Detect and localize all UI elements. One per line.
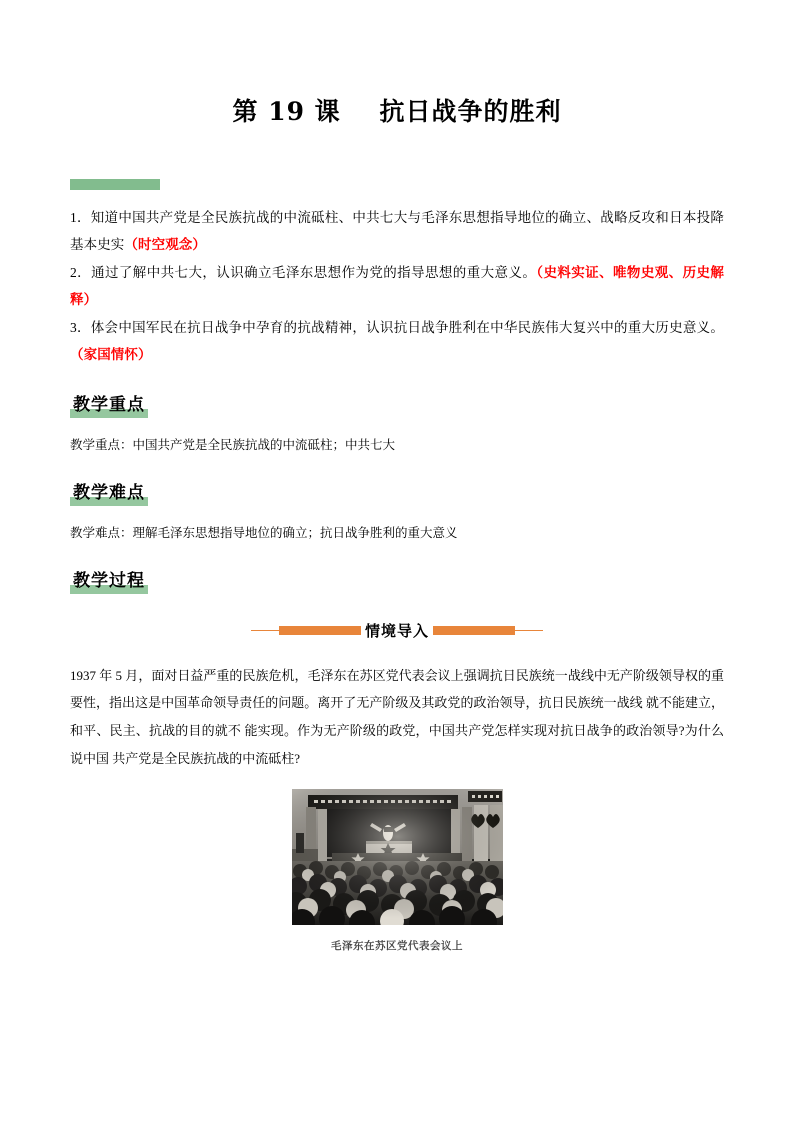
section-heading-label: 教学重点	[73, 395, 145, 416]
objective-item-3	[70, 314, 724, 368]
objective-item-1	[70, 204, 724, 258]
section-body-teaching-difficulty: 教学难点：理解毛泽东思想指导地位的确立；抗日战争胜利的重大意义	[70, 525, 458, 540]
banner-block-right	[433, 626, 515, 635]
blank-green-heading-bar	[70, 179, 160, 190]
learning-objectives-list	[70, 204, 724, 368]
objective-3-tag: （家国情怀）	[70, 347, 152, 363]
section-heading-teaching-process	[70, 571, 148, 593]
banner-thin-rule-left	[251, 630, 279, 632]
section-heading-label: 教学难点	[73, 483, 145, 504]
section-body-teaching-focus: 教学重点：中国共产党是全民族抗战的中流砥柱；中共七大	[70, 437, 396, 452]
banner-thin-rule-right	[515, 630, 543, 632]
banner-block-left	[279, 626, 361, 635]
situation-intro-banner	[70, 620, 724, 642]
page-title: 第 19 课 抗日战争的胜利	[232, 97, 562, 126]
objective-3-text: 3．体会中国军民在抗日战争中孕育的抗战精神，认识抗日战争胜利在中华民族伟大复兴中的重大历史意义。	[70, 320, 724, 336]
section-teaching-process	[70, 545, 724, 953]
section-teaching-focus	[70, 369, 724, 457]
photo-illustration	[292, 789, 503, 925]
objective-item-2	[70, 259, 724, 313]
objective-1-tag: （时空观念）	[124, 237, 207, 253]
objective-2-tag: （史料实证、唯物史观、历史解释）	[70, 265, 724, 308]
section-heading-teaching-difficulty	[70, 483, 148, 505]
banner-label: 情境导入	[364, 622, 429, 640]
historical-photo	[292, 789, 503, 925]
intro-paragraph: 1937 年 5 月，面对日益严重的民族危机，毛泽东在苏区党代表会议上强调抗日民族统一战线中无产阶级领导权的重要性，指出这是中国革命领导责任的问题。离开了无产阶级及其政党的政治领导，抗日民族统一战线 就不能建立，和平、民主、抗战的目的就不 能实现。作为无产阶级的政党，中国共产党怎样实现对抗日战争的政治领导?为什么说中国 共产党是全民族抗战的中流砥柱?	[70, 667, 724, 767]
section-teaching-difficulty	[70, 457, 724, 545]
objective-1-text: 1．知道中国共产党是全民族抗战的中流砥柱、中共七大与毛泽东思想指导地位的确立、战略反攻和日本投降基本史实	[70, 210, 724, 253]
section-heading-label: 教学过程	[73, 571, 145, 592]
figure-caption: 毛泽东在苏区党代表会议上	[331, 940, 463, 953]
figure-block	[70, 789, 724, 953]
objective-2-text: 2．通过了解中共七大，认识确立毛泽东思想作为党的指导思想的重大意义。	[70, 265, 537, 281]
section-heading-teaching-focus	[70, 395, 148, 417]
